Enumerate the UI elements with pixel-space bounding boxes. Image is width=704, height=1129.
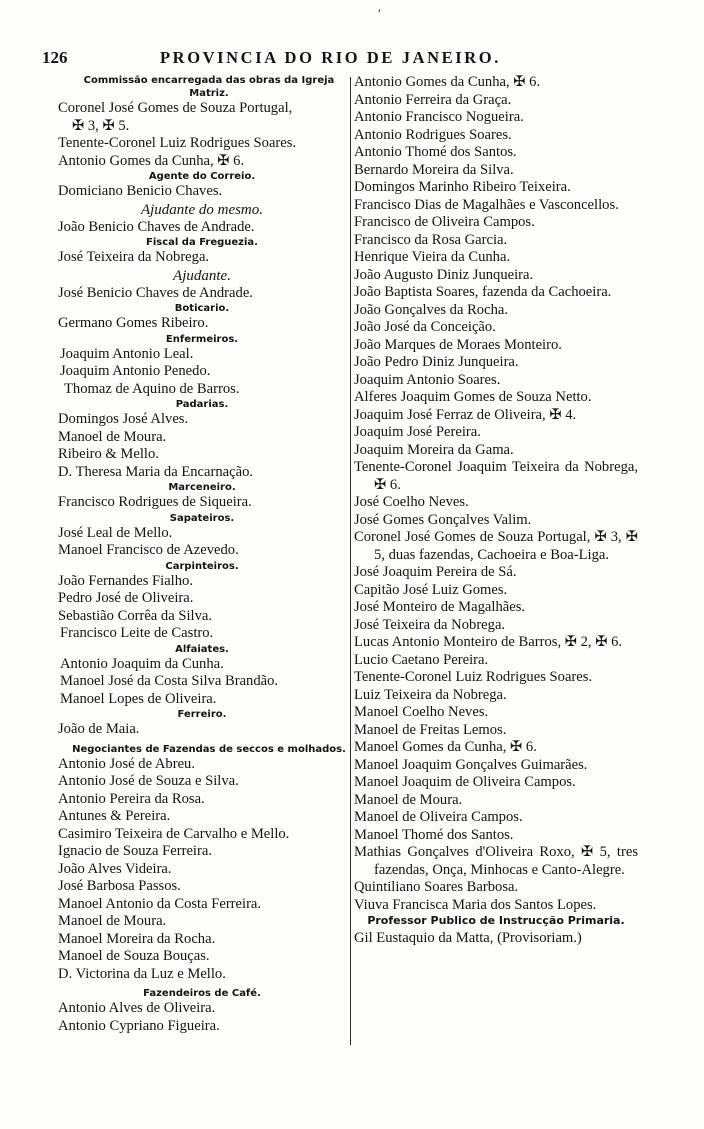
entry: Antonio Gomes da Cunha, ✠ 6.	[354, 74, 541, 90]
entry: Manoel de Freitas Lemos.	[354, 721, 507, 738]
entry: Pedro José de Oliveira.	[58, 590, 194, 606]
entry: Antonio José de Souza e Silva.	[58, 773, 239, 789]
entry: Francisco Leite de Castro.	[60, 625, 214, 641]
entry: Manoel Moreira da Rocha.	[58, 930, 216, 947]
entry: José Monteiro de Magalhães.	[354, 599, 526, 615]
entry: Tenente-Coronel Joaquim Teixeira da Nobrega, ✠ 6.	[354, 459, 638, 493]
section-heading: Carpinteiros.	[165, 560, 239, 572]
entry: Germano Gomes Ribeiro.	[58, 315, 209, 331]
entry: João Fernandes Fialho.	[58, 572, 193, 589]
entry: Domiciano Benicio Chaves.	[58, 183, 223, 199]
entry: Antonio Thomé dos Santos.	[354, 144, 517, 160]
entry: Capitão José Luiz Gomes.	[354, 581, 508, 598]
column-divider	[350, 77, 351, 1045]
entry: Sebastião Corrêa da Silva.	[58, 607, 213, 624]
entry: Antonio Pereira da Rosa.	[58, 790, 205, 807]
entry: Antonio Cypriano Figueira.	[58, 1017, 220, 1034]
entry: João Benicio Chaves de Andrade.	[58, 218, 255, 235]
entry: José Leal de Mello.	[58, 524, 173, 541]
entry: José Teixeira da Nobrega.	[354, 616, 506, 633]
section-heading: Ajudante do mesmo.	[140, 201, 264, 218]
entry: João Pedro Diniz Junqueira.	[354, 354, 519, 370]
right-column	[354, 74, 638, 947]
entry: Manoel Francisco de Azevedo.	[58, 542, 239, 558]
entry: José Barbosa Passos.	[58, 878, 181, 894]
section-heading: Fazendeiros de Café.	[143, 988, 261, 999]
entry: João Gonçalves da Rocha.	[354, 301, 508, 318]
entry: José Coelho Neves.	[354, 494, 469, 510]
left-column	[58, 74, 346, 1035]
entry: Francisco de Oliveira Campos.	[354, 214, 535, 230]
section-heading: Negociantes de Fazendas de seccos e molhados.	[72, 743, 346, 755]
entry: Manoel Joaquim de Oliveira Campos.	[354, 774, 576, 790]
entry: Manoel Joaquim Gonçalves Guimarães.	[354, 756, 588, 773]
entry: Antonio Joaquim da Cunha.	[60, 655, 224, 672]
section-heading: Enfermeiros.	[165, 333, 239, 345]
section-heading: Fiscal da Freguezia.	[146, 237, 258, 248]
entry: Casimiro Teixeira de Carvalho e Mello.	[58, 825, 290, 842]
entry: Antonio Gomes da Cunha, ✠ 6.	[58, 152, 245, 169]
entry: Lucas Antonio Monteiro de Barros, ✠ 2, ✠ 6.	[354, 634, 623, 650]
top-mark: ′	[378, 6, 381, 21]
entry: Coronel José Gomes de Souza Portugal,	[58, 100, 293, 116]
entry: Manoel Thomé dos Santos.	[354, 826, 514, 843]
entry: Domingos Marinho Ribeiro Teixeira.	[354, 179, 571, 195]
entry: Manoel de Souza Bouças.	[58, 948, 210, 964]
entry: Manoel de Oliveira Campos.	[354, 809, 523, 825]
entry: José Gomes Gonçalves Valim.	[354, 511, 532, 528]
entry: Joaquim José Ferraz de Oliveira, ✠ 4.	[354, 406, 577, 423]
section-heading: Boticario.	[174, 303, 230, 314]
entry: João José da Conceição.	[354, 319, 496, 335]
entry: D. Theresa Maria da Encarnação.	[58, 463, 254, 480]
entry: Thomaz de Aquino de Barros.	[64, 380, 240, 397]
entry: Quintiliano Soares Barbosa.	[354, 879, 519, 895]
entry: Manoel José da Costa Silva Brandão.	[60, 673, 279, 689]
entry: Mathias Gonçalves d'Oliveira Roxo, ✠ 5, tres fazendas, Onça, Minhocas e Canto-Alegre.	[354, 844, 638, 878]
entry: Joaquim José Pereira.	[354, 424, 481, 440]
entry: Antonio Ferreira da Graça.	[354, 91, 512, 108]
entry: Antonio Francisco Nogueira.	[354, 109, 524, 125]
entry: Gil Eustaquio da Matta, (Provisoriam.)	[354, 929, 582, 946]
entry: Tenente-Coronel Luiz Rodrigues Soares.	[58, 135, 297, 151]
entry: Joaquim Moreira da Gama.	[354, 441, 514, 458]
entry: Lucio Caetano Pereira.	[354, 651, 489, 668]
entry-continuation: ✠ 3, ✠ 5.	[72, 117, 130, 134]
page-number: 126	[42, 48, 68, 67]
section-heading: Ajudante.	[173, 267, 231, 284]
entry: Francisco Dias de Magalhães e Vasconcellos.	[354, 196, 619, 213]
entry: Antonio Rodrigues Soares.	[354, 126, 512, 143]
entry: Ignacio de Souza Ferreira.	[58, 843, 212, 859]
section-heading: Ferreiro.	[177, 709, 227, 720]
entry: Manoel Gomes da Cunha, ✠ 6.	[354, 739, 537, 755]
section-heading: Padarias.	[175, 399, 229, 410]
entry: Antunes & Pereira.	[58, 808, 171, 824]
entry: Francisco Rodrigues de Siqueira.	[58, 494, 252, 510]
entry: Antonio José de Abreu.	[58, 755, 196, 772]
section-heading: Alfaiates.	[175, 643, 229, 655]
entry: João Marques de Moraes Monteiro.	[354, 336, 562, 353]
entry: João de Maia.	[58, 721, 140, 737]
running-title: PROVINCIA DO RIO DE JANEIRO.	[160, 48, 501, 67]
entry: Joaquim Antonio Soares.	[354, 371, 501, 388]
entry: Viuva Francisca Maria dos Santos Lopes.	[354, 896, 597, 913]
section-heading: Professor Publico de Instrucção Primaria.	[367, 914, 625, 927]
entry: Manoel de Moura.	[354, 791, 463, 808]
entry: Joaquim Antonio Penedo.	[60, 363, 211, 379]
entry: João Alves Videira.	[58, 860, 172, 877]
entry: Manoel Coelho Neves.	[354, 704, 489, 720]
entry: Alferes Joaquim Gomes de Souza Netto.	[354, 389, 592, 405]
entry: José Joaquim Pereira de Sá.	[354, 564, 517, 580]
entry: João Augusto Diniz Junqueira.	[354, 266, 534, 283]
entry: Francisco da Rosa Garcia.	[354, 231, 508, 248]
entry: Ribeiro & Mello.	[58, 446, 159, 462]
entry: Coronel José Gomes de Souza Portugal, ✠ 3, ✠ 5, duas fazendas, Cachoeira e Boa-Liga.	[354, 529, 638, 563]
entry: Manoel Lopes de Oliveira.	[60, 690, 217, 707]
section-heading: Marceneiro.	[168, 482, 236, 493]
page-header	[42, 48, 664, 70]
entry: Henrique Vieira da Cunha.	[354, 249, 511, 265]
entry: Joaquim Antonio Leal.	[60, 345, 194, 362]
entry: Bernardo Moreira da Silva.	[354, 161, 514, 178]
entry: Manoel de Moura.	[58, 913, 167, 929]
entry: Domingos José Alves.	[58, 411, 189, 427]
section-heading: Commissão encarregada das obras da Igreja Matriz.	[83, 75, 335, 99]
entry: José Benicio Chaves de Andrade.	[58, 284, 253, 301]
entry: Antonio Alves de Oliveira.	[58, 1000, 216, 1016]
entry: José Teixeira da Nobrega.	[58, 249, 210, 265]
entry: Manoel de Moura.	[58, 428, 167, 445]
section-heading: Agente do Correio.	[148, 171, 256, 182]
entry: Manoel Antonio da Costa Ferreira.	[58, 895, 262, 912]
entry: Tenente-Coronel Luiz Rodrigues Soares.	[354, 669, 593, 685]
section-heading: Sapateiros.	[169, 512, 235, 524]
entry: D. Victorina da Luz e Mello.	[58, 965, 226, 982]
entry: João Baptista Soares, fazenda da Cachoeira.	[354, 284, 612, 300]
entry: Luiz Teixeira da Nobrega.	[354, 686, 507, 703]
